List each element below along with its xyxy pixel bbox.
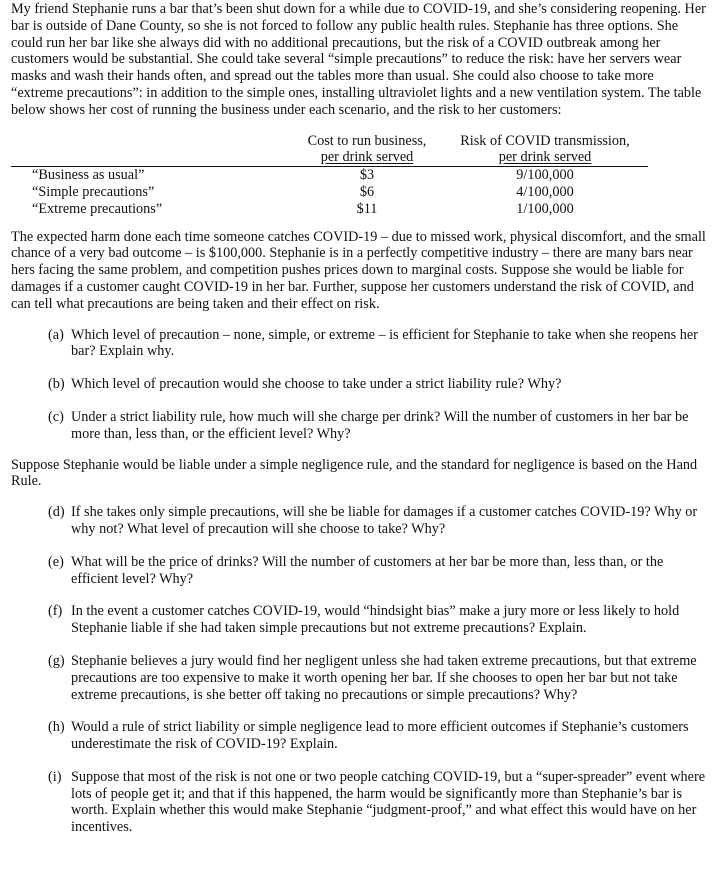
question-text: Would a rule of strict liability or simple negligence lead to more efficient outcomes if Stephanie’s customers underestimate the risk of COVID-19? Explain.	[71, 719, 689, 753]
risk-cell: 4/100,000	[516, 183, 574, 200]
table-row	[11, 167, 707, 184]
question-label: (i)	[48, 768, 62, 785]
cost-cell: $3	[292, 167, 442, 184]
question-label: (b)	[48, 376, 65, 393]
risk-header-line1: Risk of COVID transmission,	[460, 132, 630, 149]
cost-header-line1: Cost to run business,	[307, 132, 427, 149]
question-item	[48, 554, 707, 588]
question-label: (e)	[48, 553, 64, 570]
question-item	[48, 653, 707, 703]
question-text: In the event a customer catches COVID-19, would “hindsight bias” make a jury more or less likely to hold Stephanie liable if she had taken simple precautions but not extreme precautions? Explain.	[71, 603, 680, 637]
negligence-paragraph: Suppose Stephanie would be liable under a simple negligence rule, and the standard for negligence is based on the Hand Rule.	[11, 456, 698, 490]
cost-cell: $6	[359, 183, 375, 200]
table-row	[11, 201, 707, 218]
question-text: If she takes only simple precautions, will she be liable for damages if a customer catches COVID-19? Why or why not? What level of precaution will she choose to take? Why?	[71, 504, 698, 537]
question-text: Suppose that most of the risk is not one or two people catching COVID-19, but a “super-spreader” event where lots of people get it; and that if this happened, the harm would be significantly more than Stephanie’s bar is worth. Explain whether this would make Stephanie “judgment-proof,” and what effect this would have on her incentives.	[71, 768, 706, 836]
question-item	[48, 409, 707, 443]
question-label: (a)	[48, 326, 64, 343]
question-item	[48, 504, 707, 538]
question-text: Stephanie believes a jury would find her negligent unless she had taken extreme precautions, but that extreme precautions are too expensive to make it worth opening her bar. If she chooses to open her bar but not take extreme precautions, is she better off taking no precautions or simple precautions? Why?	[71, 652, 697, 703]
question-item	[48, 603, 707, 637]
question-label: (g)	[48, 652, 65, 669]
question-text: Which level of precaution would she choose to take under a strict liability rule? Why?	[71, 376, 562, 393]
question-item	[48, 769, 707, 836]
risk-cell: 9/100,000	[442, 167, 648, 184]
scenario-cell: “Business as usual”	[11, 167, 292, 184]
table-row	[11, 184, 707, 201]
cost-risk-table	[11, 133, 707, 218]
question-label: (h)	[48, 719, 65, 736]
question-label: (c)	[48, 408, 64, 425]
question-label: (f)	[48, 603, 63, 620]
question-list-part1	[11, 327, 707, 443]
question-text: Under a strict liability rule, how much will she charge per drink? Will the number of customers in her bar be more than, less than, or the efficient level? Why?	[71, 408, 689, 442]
risk-cell: 1/100,000	[516, 200, 574, 217]
intro-paragraph: My friend Stephanie runs a bar that’s been shut down for a while due to COVID-19, and she’s considering reopening. Her bar is outside of Dane County, so she is not forced to follow any public health rules. Stephanie has three options. She could run her bar like she always did with no additional precautions, but the risk of a COVID outbreak among her customers would be substantial. She could take several “simple precautions” to reduce the risk: have her servers wear masks and wash their hands often, and spread out the tables more than usual. She could also choose to take more “extreme precautions”: in addition to the simple ones, installing ultraviolet lights and a new ventilation system. The table below shows her cost of running the business under each scenario, and the risk to her customers:	[11, 1, 706, 118]
cost-cell: $11	[356, 200, 378, 217]
harm-paragraph: The expected harm done each time someone catches COVID-19 – due to missed work, physical discomfort, and the small chance of a very bad outcome – is $100,000. Stephanie is in a perfectly competitive industry – there are many bars near hers facing the same problem, and competition pushes prices down to marginal costs. Suppose she would be liable for damages if a customer caught COVID-19 in her bar. Further, suppose her customers understand the risk of COVID, and can tell what precautions are being taken and their effect on risk.	[11, 228, 706, 312]
question-item	[48, 327, 707, 361]
question-label: (d)	[48, 504, 65, 521]
risk-header-line2: per drink served	[498, 149, 592, 166]
question-text: What will be the price of drinks? Will the number of customers at her bar be more than, less than, or the efficient level? Why?	[71, 553, 664, 587]
question-text: Which level of precaution – none, simple, or extreme – is efficient for Stephanie to take when she reopens her bar? Explain why.	[71, 326, 698, 360]
scenario-cell: “Simple precautions”	[32, 183, 155, 200]
cost-header-line2: per drink served	[320, 149, 414, 166]
scenario-cell: “Extreme precautions”	[32, 200, 163, 217]
question-list-part2	[11, 504, 707, 836]
question-item	[48, 376, 707, 393]
question-item	[48, 719, 707, 753]
